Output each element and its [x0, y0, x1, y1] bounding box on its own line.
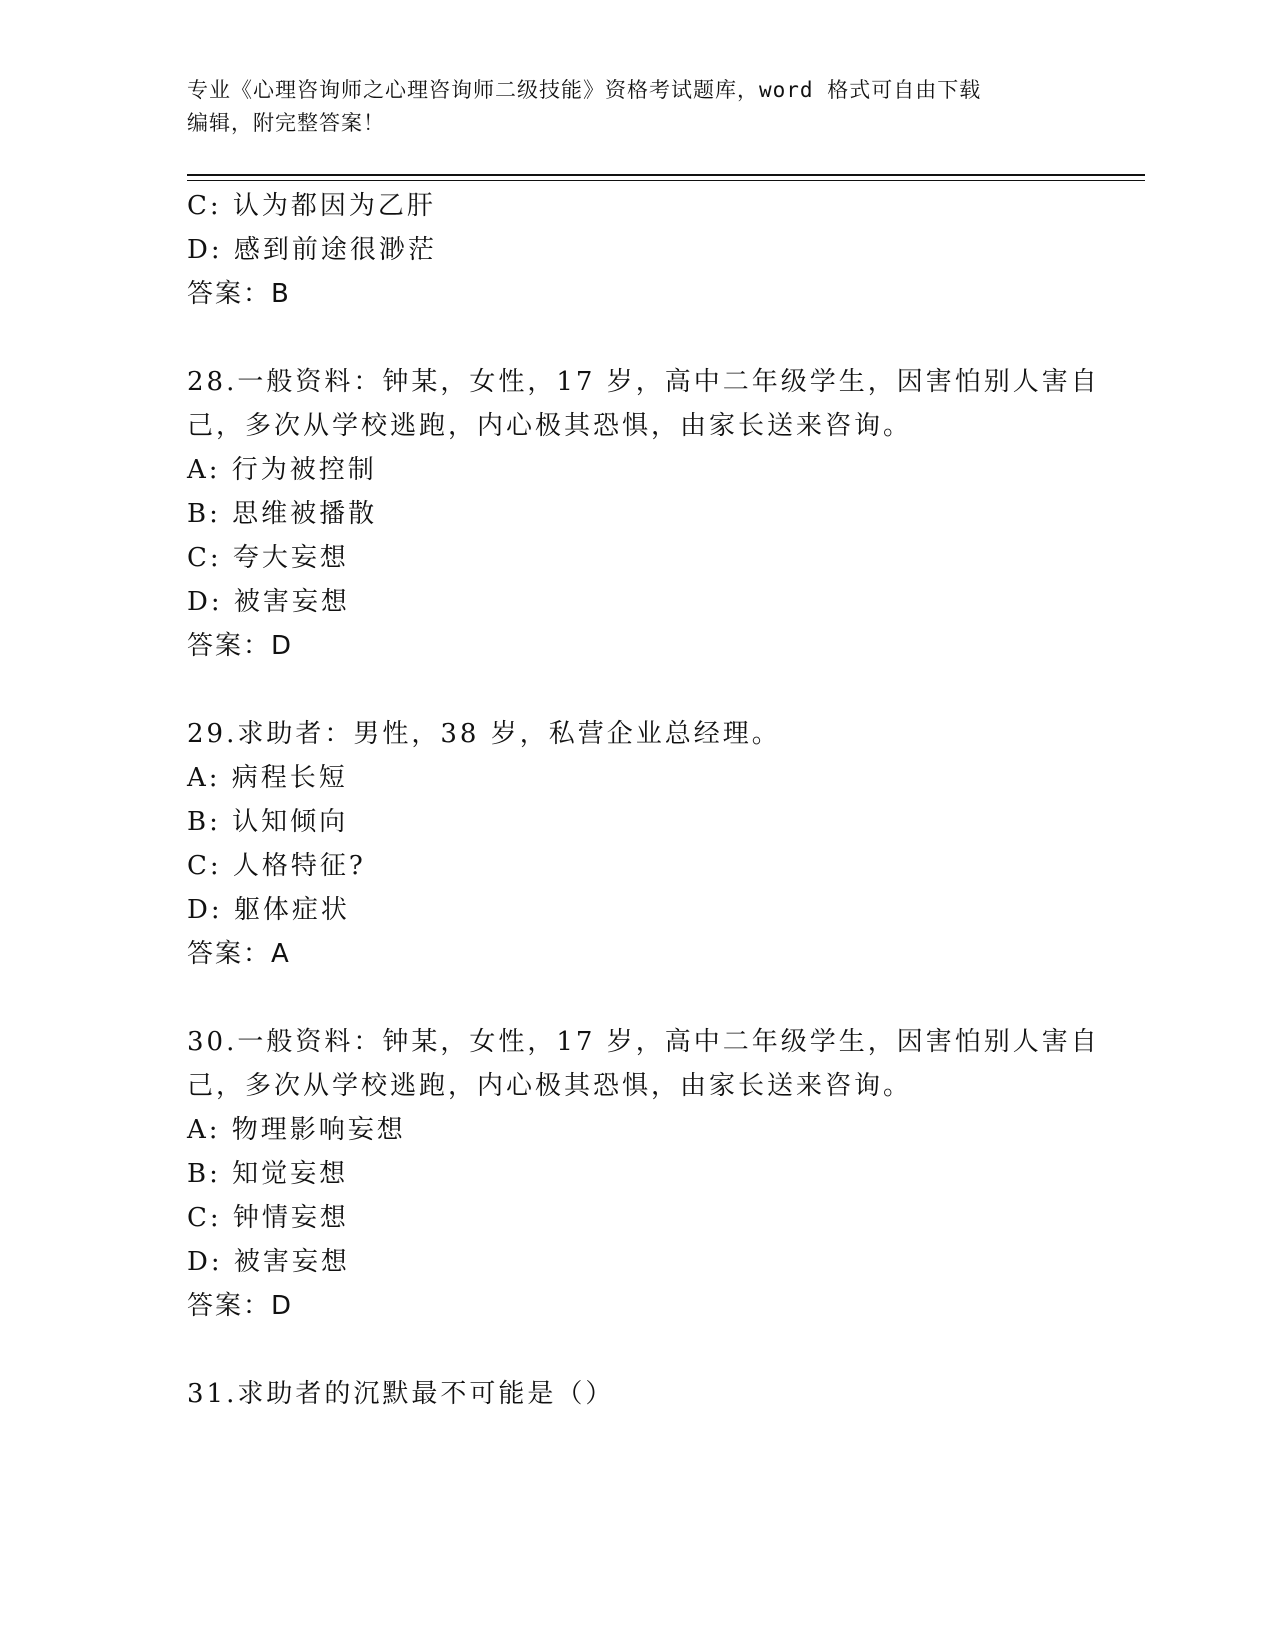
question-28-option-a: A: 行为被控制: [187, 455, 377, 485]
question-28-option-c: C: 夸大妄想: [187, 543, 349, 573]
question-29-option-c: C: 人格特征?: [187, 851, 366, 881]
fragment-answer: 答案：B: [187, 279, 291, 309]
document-header: [187, 74, 1087, 140]
question-30-option-a: A: 物理影响妄想: [187, 1115, 406, 1145]
question-29-option-b: B: 认知倾向: [187, 807, 349, 837]
question-28-stem-line-1: 28.一般资料：钟某，女性，17 岁，高中二年级学生，因害怕别人害自: [187, 367, 1100, 397]
question-30-option-d: D: 被害妄想: [187, 1247, 350, 1277]
question-29-stem-line-1: 29.求助者：男性，38 岁，私营企业总经理。: [187, 719, 781, 749]
question-30-option-c: C: 钟情妄想: [187, 1203, 349, 1233]
header-divider-thin: [187, 180, 1145, 181]
question-29-option-a: A: 病程长短: [187, 763, 348, 793]
question-28-answer: 答案：D: [187, 631, 294, 661]
question-28-option-b: B: 思维被播散: [187, 499, 378, 529]
header-divider-thick: [187, 174, 1145, 176]
question-29-answer: 答案：A: [187, 939, 291, 969]
fragment-option-d: D: 感到前途很渺茫: [187, 235, 437, 265]
header-line-2: 编辑，附完整答案！: [187, 111, 385, 135]
question-30-answer: 答案：D: [187, 1291, 294, 1321]
question-31-stem-line-1: 31.求助者的沉默最不可能是（）: [187, 1379, 615, 1409]
question-28-stem-line-2: 己，多次从学校逃跑，内心极其恐惧，由家长送来咨询。: [187, 411, 913, 441]
header-line-1: 专业《心理咨询师之心理咨询师二级技能》资格考试题库，word 格式可自由下载: [187, 78, 982, 102]
question-29-option-d: D: 躯体症状: [187, 895, 350, 925]
question-30-stem-line-2: 己，多次从学校逃跑，内心极其恐惧，由家长送来咨询。: [187, 1071, 913, 1101]
question-28-option-d: D: 被害妄想: [187, 587, 350, 617]
question-30-option-b: B: 知觉妄想: [187, 1159, 349, 1189]
question-30-stem-line-1: 30.一般资料：钟某，女性，17 岁，高中二年级学生，因害怕别人害自: [187, 1027, 1100, 1057]
fragment-option-c: C: 认为都因为乙肝: [187, 191, 436, 221]
